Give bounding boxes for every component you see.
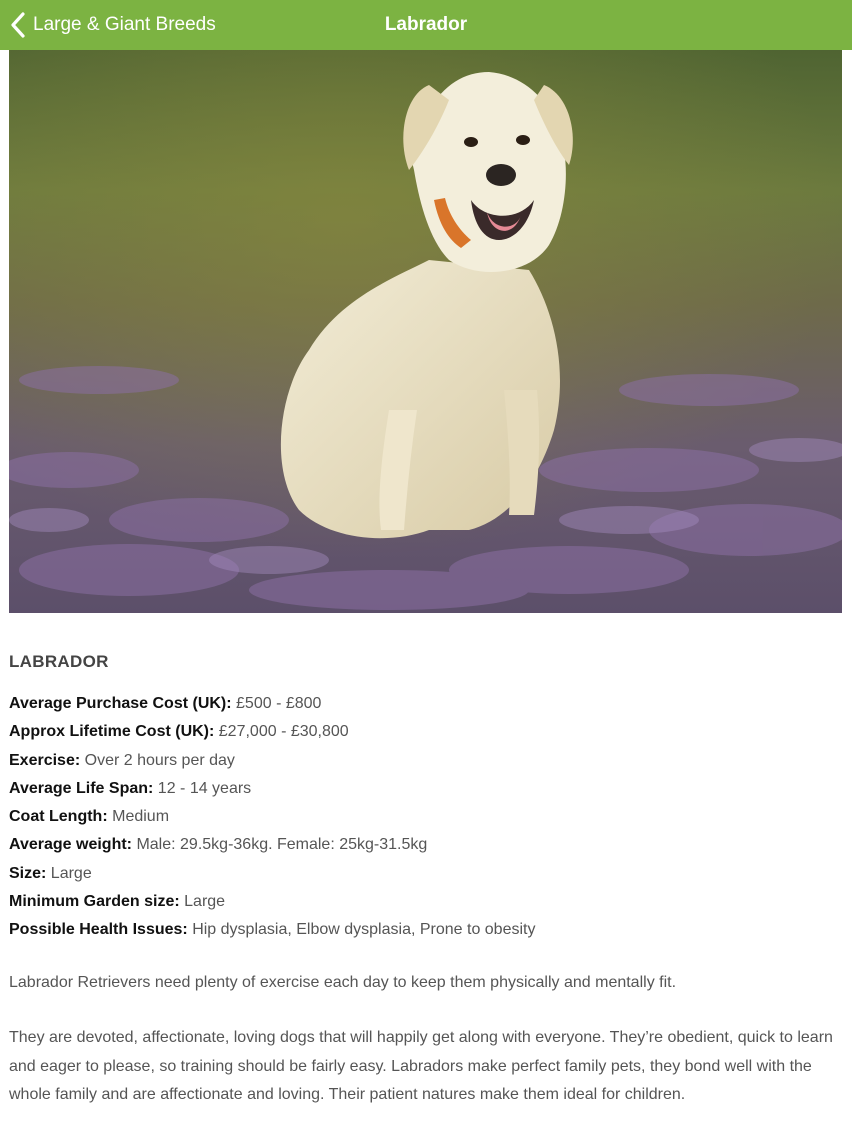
nav-bar	[0, 0, 852, 50]
fact-garden-size	[9, 888, 842, 916]
breed-heading: LABRADOR	[9, 652, 109, 671]
fact-purchase-cost	[9, 690, 842, 718]
fact-lifetime-cost	[9, 718, 842, 746]
fact-life-span	[9, 775, 842, 803]
fact-value: Medium	[112, 808, 170, 826]
dog-photo-icon	[9, 50, 842, 613]
fact-label: Size:	[9, 864, 47, 882]
description-paragraph: Labrador Retrievers need plenty of exercise each day to keep them physically and mentally fit.	[9, 973, 677, 991]
fact-label: Exercise:	[9, 751, 81, 769]
breed-facts-list	[9, 690, 842, 945]
fact-value: Over 2 hours per day	[84, 751, 235, 769]
breed-photo	[9, 50, 842, 613]
fact-size	[9, 860, 842, 888]
fact-label: Coat Length:	[9, 808, 108, 826]
fact-value: 12 - 14 years	[157, 779, 252, 797]
fact-label: Minimum Garden size:	[9, 893, 180, 911]
fact-value: £500 - £800	[236, 695, 322, 712]
fact-label: Average weight:	[9, 836, 132, 854]
chevron-left-icon	[10, 12, 26, 38]
back-button-label: Large & Giant Breeds	[33, 14, 216, 35]
breed-details	[9, 640, 842, 1110]
fact-value: Hip dysplasia, Elbow dysplasia, Prone to obesity	[192, 921, 536, 939]
fact-label: Average Purchase Cost (UK):	[9, 695, 232, 712]
fact-value: Large	[50, 864, 92, 882]
fact-coat-length	[9, 803, 842, 831]
fact-health-issues	[9, 916, 842, 944]
description-paragraph: They are devoted, affectionate, loving dogs that will happily get along with everyone. They’re obedient, quick to learn and eager to please, so training should be fairly easy. Labradors make perfect family pets, they bond well with the whole family and are affectionate and loving. Their patient natures make them ideal for children.	[9, 1029, 833, 1104]
back-button[interactable]	[10, 0, 216, 50]
fact-label: Average Life Span:	[9, 779, 154, 797]
fact-value: Large	[184, 893, 226, 911]
page-title: Labrador	[384, 14, 468, 35]
fact-exercise	[9, 747, 842, 775]
fact-average-weight	[9, 831, 842, 859]
fact-label: Possible Health Issues:	[9, 921, 188, 939]
fact-value: £27,000 - £30,800	[218, 723, 349, 741]
fact-value: Male: 29.5kg-36kg. Female: 25kg-31.5kg	[136, 836, 428, 854]
fact-label: Approx Lifetime Cost (UK):	[9, 723, 215, 741]
